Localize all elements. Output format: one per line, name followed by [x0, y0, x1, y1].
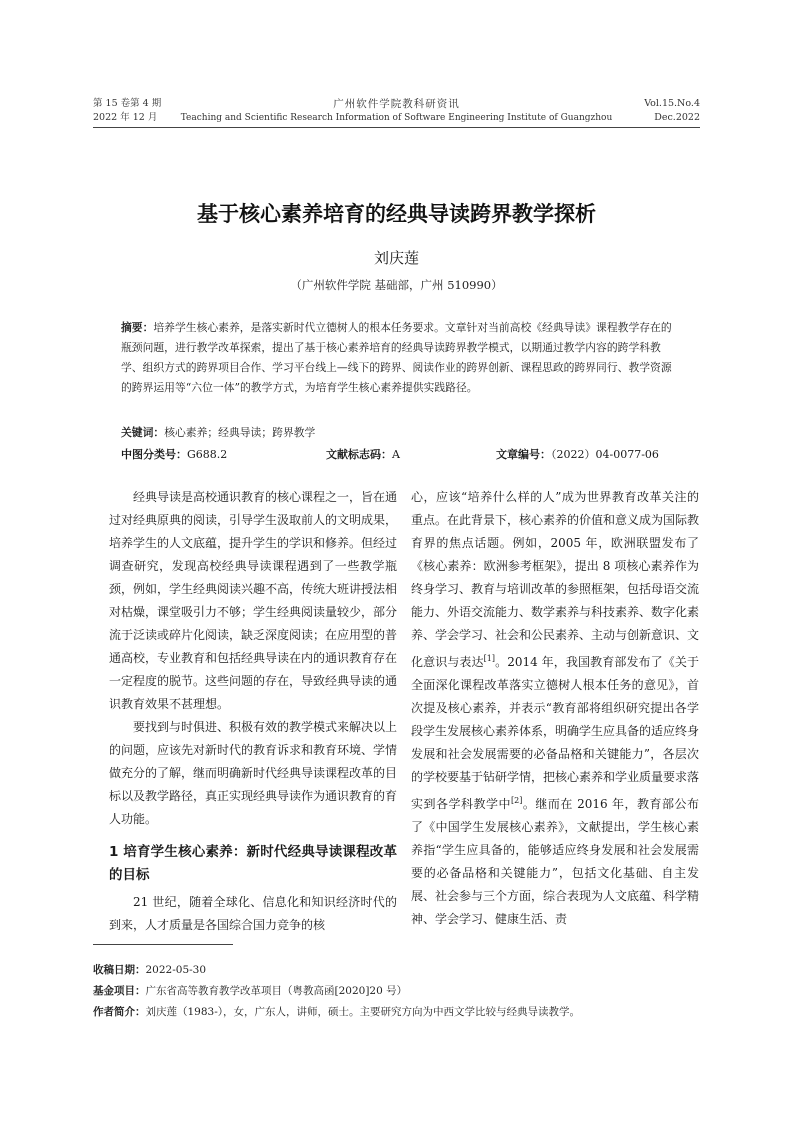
classification-row [121, 446, 677, 462]
issue-info [93, 97, 161, 125]
right-text-3: 。继而在 2016 年，教育部公布了《中国学生发展核心素养》，文献提出，学生核心素养指“学生应具备的，能够适应终身发展和社会发展需要的必备品格和关键能力”，包括文化基础、自主发展、社会参与三个方面，综合表现为人文底蕴、科学精神、学会学习、健康生活、责 [411, 797, 700, 926]
abstract-label: 摘要： [121, 321, 154, 334]
volume-issue: 第 15 卷第 4 期 [93, 98, 162, 109]
issue-info-en [644, 97, 700, 125]
fund-value: 广东省高等教育教学改革项目（粤教高函[2020]20 号） [145, 985, 408, 997]
article-number [496, 446, 677, 462]
clc-code [121, 446, 326, 462]
right-text-1: 心，应该“培养什么样的人”成为世界教育改革关注的重点。在此背景下，核心素养的价值和意义成为国际教育界的焦点话题。例如，2005 年，欧洲联盟发布了《核心素养：欧洲参考框架》，提出 8 项核心素养作为终身学习、教育与培训改革的参照框架，包括母语交流能力、外语交流能力、数学素养与科技素养、数字化素养、学会学习、社会和公民素养、主动与创新意识、文化意识与表达 [411, 490, 700, 669]
article-value: （2022）04-0077-06 [551, 448, 659, 461]
bio-label: 作者简介： [93, 1006, 146, 1018]
right-text-2: 。2014 年，我国教育部发布了《关于全面深化课程改革落实立德树人根本任务的意见》，首次提及核心素养，并表示“教育部将组织研究提出各学段学生发展核心素养体系，明确学生应具备的适应终身发展和社会发展需要的必备品格和关键能力”，各层次的学校要基于钻研学情，把核心素养和学业质量要求落实到各学科教学中 [411, 655, 700, 811]
volume-issue-en: Vol.15.No.4 [644, 98, 700, 109]
issue-date: 2022 年 12 月 [93, 112, 158, 123]
doc-value: A [392, 448, 400, 461]
keywords-text: 核心素养；经典导读；跨界教学 [164, 426, 316, 439]
received-label: 收稿日期： [93, 964, 146, 976]
journal-name-en: Teaching and Scientific Research Information of Software Engineering Institute of Guangzhou [180, 113, 613, 123]
received-value: 2022-05-30 [145, 964, 207, 976]
doc-label: 文献标志码： [326, 448, 392, 461]
abstract-text: 培养学生核心素养，是落实新时代立德树人的根本任务要求。文章针对当前高校《经典导读》课程教学存在的瓶颈问题，进行教学改革探索，提出了基于核心素养培育的经典导读跨界教学模式，以期通过教学内容的跨学科教学、组织方式的跨界项目合作、学习平台线上—线下的跨界、阅读作业的跨界创新、课程思政的跨界同行、教学资源的跨界运用等“六位一体”的教学方式，为培育学生核心素养提供实践路径。 [121, 321, 672, 394]
header-rule [93, 127, 700, 128]
left-column [109, 486, 397, 937]
keywords [121, 423, 677, 443]
paper-title: 基于核心素养培育的经典导读跨界教学探析 [197, 202, 596, 226]
section-heading-1: 1 培育学生核心素养：新时代经典导读课程改革的目标 [109, 844, 397, 883]
intro-paragraph-1: 经典导读是高校通识教育的核心课程之一，旨在通过对经典原典的阅读，引导学生汲取前人的文明成果，培养学生的人文底蕴，提升学生的学识和修养。但经过调查研究，发现高校经典导读课程遇到了一些教学瓶颈，例如，学生经典阅读兴趣不高，传统大班讲授法相对枯燥，课堂吸引力不够；学生经典阅读量较少，部分流于泛读或碎片化阅读，缺乏深度阅读；在应用型的普通高校，专业教育和包括经典导读在内的通识教育存在一定程度的脱节。这些问题的存在，导致经典导读的通识教育效果不甚理想。 [109, 490, 398, 711]
author-name: 刘庆莲 [373, 249, 419, 267]
abstract [121, 318, 677, 398]
intro-paragraph-2: 要找到与时俱进、积极有效的教学模式来解决以上的问题，应该先对新时代的教育诉求和教育环境、学情做充分的了解，继而明确新时代经典导读课程改革的目标以及教学路径，真正实现经典导读作为通识教育的育人功能。 [109, 720, 398, 826]
keywords-label: 关键词： [121, 426, 165, 439]
issue-date-en: Dec.2022 [654, 112, 700, 123]
clc-label: 中图分类号： [121, 448, 187, 461]
clc-value: G688.2 [187, 448, 228, 461]
citation-2: [2] [511, 796, 523, 805]
footnote-rule [93, 944, 233, 945]
author-bio [93, 1005, 713, 1019]
fund-project [93, 984, 713, 998]
journal-name-cn: 广州软件学院教科研资讯 [333, 98, 460, 110]
section-1-paragraph-1-cont [411, 486, 699, 931]
document-code [326, 446, 496, 462]
author-affiliation: （广州软件学院 基础部，广州 510990） [290, 278, 503, 292]
bio-value: 刘庆莲（1983-），女，广东人，讲师，硕士。主要研究方向为中西文学比较与经典导读教学。 [145, 1006, 581, 1018]
section-1-paragraph-1: 21 世纪，随着全球化、信息化和知识经济时代的到来，人才质量是各国综合国力竞争的核 [109, 895, 397, 932]
right-column [411, 486, 699, 931]
received-date [93, 963, 713, 977]
fund-label: 基金项目： [93, 985, 146, 997]
citation-1: [1] [483, 654, 495, 663]
journal-name [180, 97, 613, 125]
article-label: 文章编号： [496, 448, 551, 461]
